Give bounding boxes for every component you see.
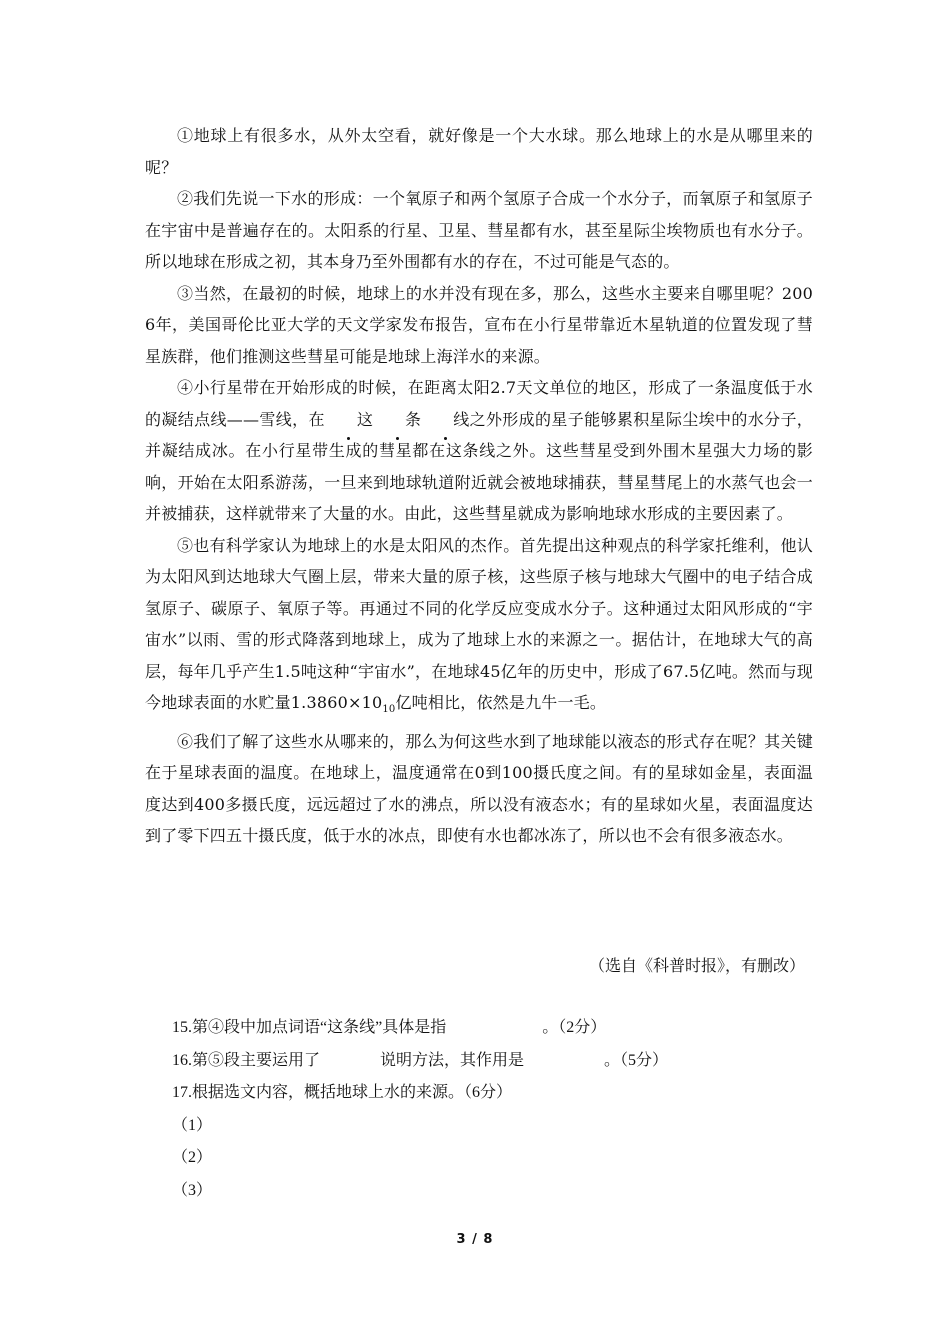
paragraph-3: ③当然，在最初的时候，地球上的水并没有现在多，那么，这些水主要来自哪里呢？2006年，美国哥伦比亚大学的天文学家发布报告，宣布在小行星带靠近木星轨道的位置发现了彗星族群，他们推测这些彗星可能是地球上海洋水的来源。 <box>145 283 813 366</box>
paragraph-1: ①地球上有很多水，从外太空看，就好像是一个大水球。那么地球上的水是从哪里来的呢？ <box>145 126 813 177</box>
question-17: 17.根据选文内容，概括地球上水的来源。（6分） <box>172 1084 513 1101</box>
paragraph-2: ②我们先说一下水的形成：一个氧原子和两个氢原子合成一个水分子，而氧原子和氢原子在宇宙中是普遍存在的。太阳系的行星、卫星、彗星都有水，甚至星际尘埃物质也有水分子。所以地球在形成之初，其本身乃至外围都有水的存在，不过可能是气态的。 <box>145 189 813 271</box>
question-16-middle: 说明方法，其作用是 <box>380 1051 525 1069</box>
emphasized-char-2: 条 <box>373 404 421 436</box>
paragraph-4-text-a: ④小行星带在开始形成的时候，在距离太阳2.7天文单位的地区，形成了一条温度低于水的凝结点线——雪线，在 <box>145 378 813 429</box>
question-16-score: 。（5分） <box>604 1051 669 1069</box>
paragraph-4 <box>145 372 813 530</box>
reading-passage <box>145 120 813 852</box>
paragraph-5-text-b: 亿吨相比，依然是九牛一毛。 <box>395 693 607 712</box>
question-15-prompt: 15.第④段中加点词语“这条线”具体是指 <box>172 1019 447 1036</box>
emphasized-char-1: 这 <box>325 404 373 436</box>
paragraph-5 <box>145 530 813 726</box>
paragraph-4-text-b: 之外形成的星子能够累积星际尘埃中的水分子，并凝结成冰。在小行星带生成的彗星都在这条线之外。这些彗星受到外围木星强大力场的影响，开始在太阳系游荡，一旦来到地球轨道附近就会被地球捕获，彗星彗尾上的水蒸气也会一并被捕获，这样就带来了大量的水。由此，这些彗星就成为影响地球水形成的主要因素了。 <box>145 409 813 523</box>
question-16 <box>172 1045 792 1078</box>
answer-line-1[interactable]: （1） <box>172 1116 213 1134</box>
source-citation: （选自《科普时报》，有删改） <box>588 956 805 975</box>
question-16-prompt: 16.第⑤段主要运用了 <box>172 1051 321 1069</box>
paragraph-5-text-a: ⑤也有科学家认为地球上的水是太阳风的杰作。首先提出这种观点的科学家托维利，他认为太阳风到达地球大气圈上层，带来大量的原子核，这些原子核与地球大气圈中的电子结合成氢原子、碳原子、氧原子等。再通过不同的化学反应变成水分子。这种通过太阳风形成的“宇宙水”以雨、雪的形式降落到地球上，成为了地球上水的来源之一。据估计，在地球大气的高层，每年几乎产生1.5吨这种“宇宙水”，在地球45亿年的历史中，形成了67.5亿吨。然而与现今地球表面的水贮量1.3860×10 <box>145 535 813 712</box>
question-15-score: 。（2分） <box>542 1019 607 1036</box>
emphasized-char-3: 线 <box>421 404 469 436</box>
answer-line-3[interactable]: （3） <box>172 1181 213 1199</box>
paragraph-6: ⑥我们了解了这些水从哪来的，那么为何这些水到了地球能以液态的形式存在呢？其关键在于星球表面的温度。在地球上，温度通常在0到100摄氏度之间。有的星球如金星，表面温度达到400多摄氏度，远远超过了水的沸点，所以没有液态水；有的星球如火星，表面温度达到了零下四五十摄氏度，低于水的冰点，即使有水也都冰冻了，所以也不会有很多液态水。 <box>145 731 813 846</box>
page-number: 3 / 8 <box>456 1232 494 1247</box>
question-list <box>172 1012 792 1207</box>
question-15 <box>172 1012 792 1045</box>
exponent: 10 <box>382 704 396 716</box>
answer-line-2[interactable]: （2） <box>172 1149 213 1166</box>
